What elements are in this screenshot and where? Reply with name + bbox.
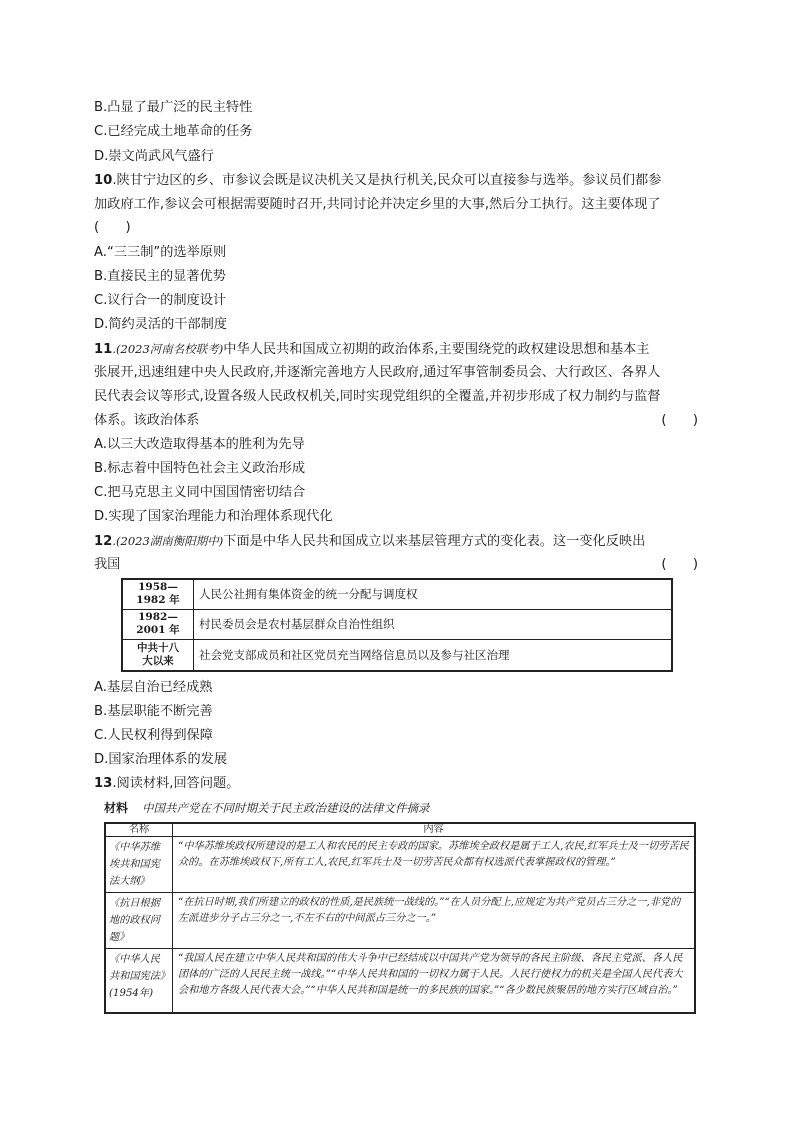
q13-text: .阅读材料,回答问题。 <box>112 776 240 791</box>
q12-source: .(2023湖南衡阳期中) <box>112 534 224 548</box>
q11-source: .(2023河南名校联考) <box>112 342 224 356</box>
q10-answer-paren: ( ) <box>94 220 131 235</box>
q11-stem-line2: 张展开,迅速组建中央人民政府,并逐渐完善地方人民政府,通过军事管制委员会、大行政区、各界人 <box>94 365 661 380</box>
table-row <box>105 949 695 1013</box>
q10-stem-line1 <box>94 172 661 190</box>
q12-stem-line2: 我国 <box>94 557 121 572</box>
q11-answer-paren: ( ) <box>661 413 698 428</box>
q12-number: 12 <box>94 534 113 549</box>
q11-option-c: C.把马克思主义同中国国情密切结合 <box>94 485 306 500</box>
q12-option-c: C.人民权利得到保障 <box>94 728 213 743</box>
q11-option-b: B.标志着中国特色社会主义政治形成 <box>94 461 306 476</box>
table-row <box>105 893 695 949</box>
q10-option-b: B.直接民主的显著优势 <box>94 269 226 284</box>
table-row <box>105 837 695 893</box>
period-end: 大以来 <box>142 654 174 667</box>
q10-number: 10 <box>94 173 113 188</box>
option-b-prev: B.凸显了最广泛的民主特性 <box>94 100 253 115</box>
period-cell <box>122 609 194 639</box>
q12-text-1: 下面是中华人民共和国成立以来基层管理方式的变化表。这一变化反映出 <box>223 534 646 549</box>
q12-table <box>121 578 673 672</box>
q11-text-1: 中华人民共和国成立初期的政治体系,主要围绕党的政权建设思想和基本主 <box>223 342 650 357</box>
header-name: 名称 <box>105 823 173 837</box>
period-start: 1982— <box>138 611 178 623</box>
q12-option-a: A.基层自治已经成熟 <box>94 680 213 695</box>
doc-content: “我国人民在建立中华人民共和国的伟大斗争中已经结成以中国共产党为领导的各民主阶级、各民主党派、各人民团体的广泛的人民民主统一战线。”“中华人民共和国的一切权力属于人民。人民行使权力的机关是全国人民代表大会和地方各级人民代表大会。”“中华人民共和国是统一的多民族的国家。”“各少数民族聚居的地方实行区域自治。” <box>173 949 696 1013</box>
period-end: 1982 年 <box>136 594 180 607</box>
table-row <box>122 639 672 671</box>
q10-option-d: D.简约灵活的干部制度 <box>94 317 228 332</box>
material-label: 材料 <box>104 801 129 815</box>
doc-name: 《抗日根据地的政权问题》 <box>105 893 173 949</box>
material-title: 中国共产党在不同时期关于民主政治建设的法律文件摘录 <box>142 801 430 815</box>
q12-option-d: D.国家治理体系的发展 <box>94 752 228 767</box>
option-d-prev: D.崇文尚武风气盛行 <box>94 149 214 164</box>
doc-name: 《中华苏维埃共和国宪法大纲》 <box>105 837 173 893</box>
material-caption <box>104 799 430 817</box>
period-cell <box>122 579 194 609</box>
q10-text-1: .陕甘宁边区的乡、市参议会既是议决机关又是执行机关,民众可以直接参与选举。参议员们都参 <box>112 173 662 188</box>
q12-answer-paren: ( ) <box>661 557 698 572</box>
doc-content: “在抗日时期,我们所建立的政权的性质,是民族统一战线的。”“在人员分配上,应规定为共产党员占三分之一,非党的左派进步分子占三分之一,不左不右的中间派占三分之一。” <box>173 893 696 949</box>
q11-number: 11 <box>94 342 113 357</box>
q12-stem-line1 <box>94 532 645 551</box>
doc-name: 《中华人民共和国宪法》(1954年) <box>105 949 173 1013</box>
header-content: 内容 <box>173 823 696 837</box>
period-cell <box>122 639 194 671</box>
q10-option-a: A.“三三制”的选举原则 <box>94 245 227 260</box>
q13-number: 13 <box>94 776 113 791</box>
table-header-row <box>105 823 695 837</box>
desc-cell: 村民委员会是农村基层群众自治性组织 <box>194 609 673 639</box>
period-end: 2001 年 <box>136 624 180 636</box>
q11-stem-line3: 民代表会议等形式,设置各级人民政权机关,同时实现党组织的全覆盖,并初步形成了权力制约与监督 <box>94 389 661 404</box>
q11-stem-line4: 体系。该政治体系 <box>94 413 200 428</box>
table-row <box>122 579 672 609</box>
q13-stem <box>94 775 239 793</box>
desc-cell: 人民公社拥有集体资金的统一分配与调度权 <box>194 579 673 609</box>
desc-cell: 社会党支部成员和社区党员充当网络信息员以及参与社区治理 <box>194 639 673 671</box>
period-start: 1958— <box>138 581 178 594</box>
q10-option-c: C.议行合一的制度设计 <box>94 293 227 308</box>
q11-option-d: D.实现了国家治理能力和治理体系现代化 <box>94 509 333 524</box>
period-start: 中共十八 <box>137 641 179 654</box>
q10-stem-line2: 加政府工作,参议会可根据需要随时召开,共同讨论并决定乡里的大事,然后分工执行。这主要体现了 <box>94 197 661 212</box>
q11-stem-line1 <box>94 340 649 359</box>
table-row <box>122 609 672 639</box>
q12-option-b: B.基层职能不断完善 <box>94 704 213 719</box>
doc-content: “中华苏维埃政权所建设的是工人和农民的民主专政的国家。苏维埃全政权是属于工人,农民,红军兵士及一切劳苦民众的。在苏维埃政权下,所有工人,农民,红军兵士及一切劳苦民众都有权选派代表掌握政权的管理。” <box>173 837 696 893</box>
q13-material-table <box>104 822 696 1014</box>
option-c-prev: C.已经完成土地革命的任务 <box>94 124 253 139</box>
q11-option-a: A.以三大改造取得基本的胜利为先导 <box>94 437 305 452</box>
